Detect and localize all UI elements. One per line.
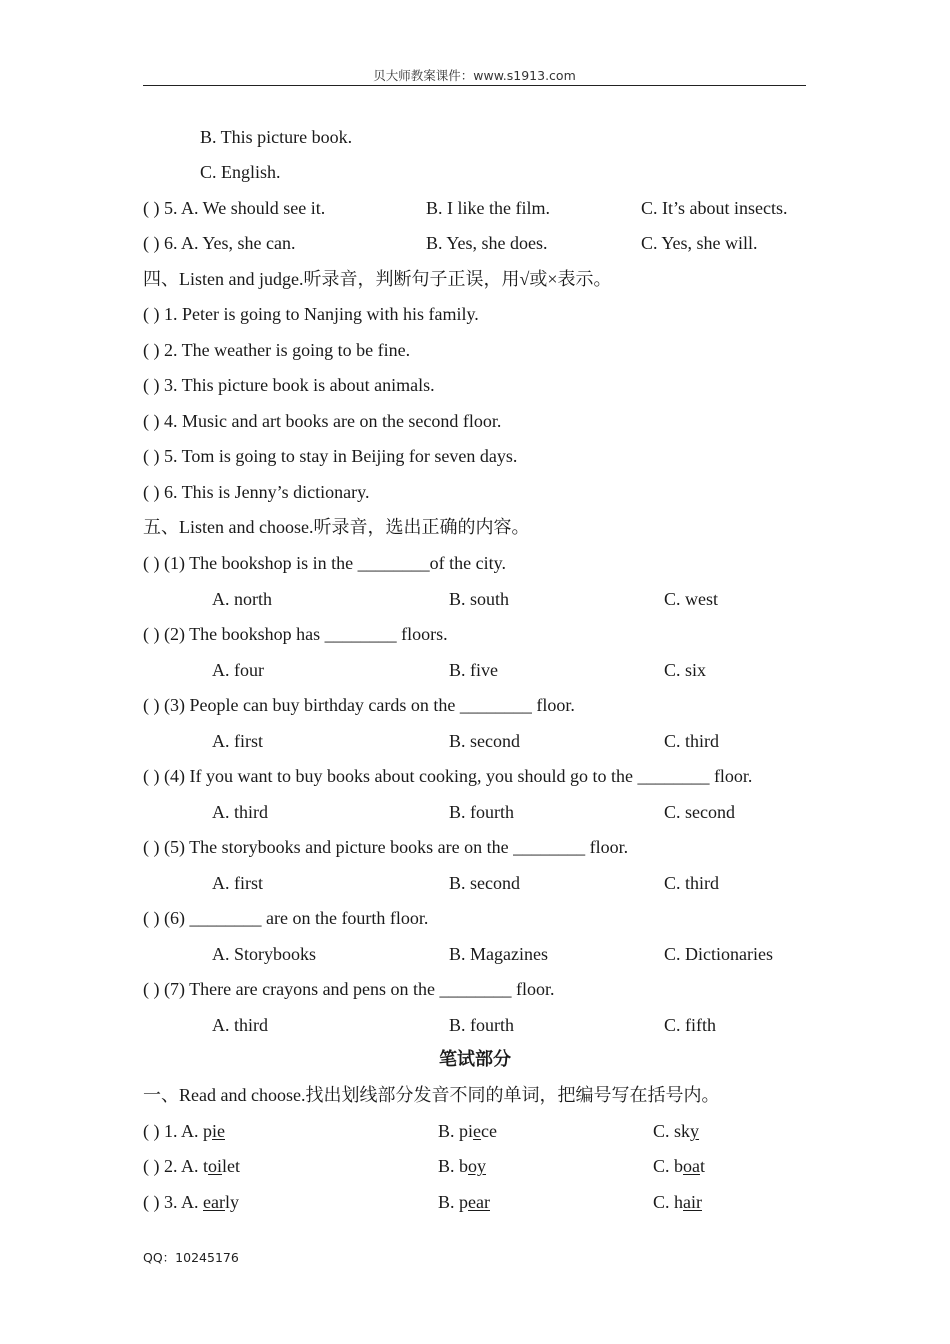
- choice-option-b: B. Magazines: [449, 944, 548, 964]
- choice-question: ( ) (3) People can buy birthday cards on the ________ floor.: [143, 695, 575, 715]
- choice-option-c: C. fifth: [664, 1015, 716, 1035]
- choice-question: ( ) (2) The bookshop has ________ floors.: [143, 624, 448, 644]
- choice-option-a: A. first: [212, 731, 263, 751]
- choice-question: ( ) (1) The bookshop is in the ________of the city.: [143, 553, 506, 573]
- choice-option-c: C. Dictionaries: [664, 944, 773, 964]
- judge-item: ( ) 4. Music and art books are on the second floor.: [143, 411, 502, 431]
- choice-option-a: A. four: [212, 660, 264, 680]
- option-b-carryover: B. This picture book.: [200, 127, 353, 147]
- choice-option-b: B. fourth: [449, 802, 514, 822]
- choice-option-b: B. five: [449, 660, 498, 680]
- judge-item: ( ) 3. This picture book is about animals.: [143, 375, 435, 395]
- choice-option-a: A. north: [212, 589, 272, 609]
- judge-item: ( ) 6. This is Jenny’s dictionary.: [143, 482, 370, 502]
- phonics-question: ( ) 3. A. early: [143, 1192, 239, 1212]
- choice-question: ( ) (7) There are crayons and pens on the ________ floor.: [143, 979, 555, 999]
- judge-item: ( ) 2. The weather is going to be fine.: [143, 340, 411, 360]
- choice-option-c: C. third: [664, 873, 720, 893]
- phonics-option-c: C. hair: [653, 1192, 702, 1212]
- question-5-option-b: B. I like the film.: [426, 198, 550, 218]
- question-6-option-c: C. Yes, she will.: [641, 233, 758, 253]
- judge-item: ( ) 5. Tom is going to stay in Beijing for seven days.: [143, 446, 518, 466]
- phonics-option-c: C. boat: [653, 1156, 706, 1176]
- choice-question: ( ) (4) If you want to buy books about cooking, you should go to the ________ floor.: [143, 766, 753, 786]
- choice-option-b: B. second: [449, 873, 520, 893]
- choice-option-c: C. second: [664, 802, 735, 822]
- phonics-question: ( ) 2. A. toilet: [143, 1156, 241, 1176]
- phonics-option-b: B. pear: [438, 1192, 490, 1212]
- question-6-option-b: B. Yes, she does.: [426, 233, 548, 253]
- choice-option-b: B. second: [449, 731, 520, 751]
- choice-question: ( ) (5) The storybooks and picture books are on the ________ floor.: [143, 837, 629, 857]
- choice-option-a: A. third: [212, 802, 268, 822]
- page-footer: QQ：10245176: [143, 1250, 239, 1265]
- phonics-option-b: B. piece: [438, 1121, 498, 1141]
- choice-option-c: C. third: [664, 731, 720, 751]
- section-5-title: 五、Listen and choose.听录音，选出正确的内容。: [143, 517, 530, 537]
- page-header: 贝大师教案课件：www.s1913.com: [373, 68, 576, 83]
- choice-option-b: B. south: [449, 589, 510, 609]
- section-4-title: 四、Listen and judge.听录音，判断句子正误，用√或×表示。: [143, 269, 612, 289]
- choice-option-c: C. west: [664, 589, 718, 609]
- choice-option-a: A. third: [212, 1015, 268, 1035]
- choice-option-b: B. fourth: [449, 1015, 514, 1035]
- choice-option-c: C. six: [664, 660, 707, 680]
- phonics-option-b: B. boy: [438, 1156, 487, 1176]
- written-part-heading: 笔试部分: [439, 1049, 511, 1070]
- header-divider: [143, 85, 806, 86]
- judge-item: ( ) 1. Peter is going to Nanjing with his family.: [143, 304, 479, 324]
- question-6: ( ) 6. A. Yes, she can.: [143, 233, 296, 253]
- choice-option-a: A. first: [212, 873, 263, 893]
- phonics-option-c: C. sky: [653, 1121, 700, 1141]
- choice-option-a: A. Storybooks: [212, 944, 317, 964]
- written-section-1-title: 一、Read and choose.找出划线部分发音不同的单词，把编号写在括号内。: [143, 1085, 720, 1105]
- phonics-question: ( ) 1. A. pie: [143, 1121, 225, 1141]
- question-5-option-c: C. It’s about insects.: [641, 198, 788, 218]
- choice-question: ( ) (6) ________ are on the fourth floor.: [143, 908, 429, 928]
- question-5: ( ) 5. A. We should see it.: [143, 198, 326, 218]
- option-c-carryover: C. English.: [200, 162, 281, 182]
